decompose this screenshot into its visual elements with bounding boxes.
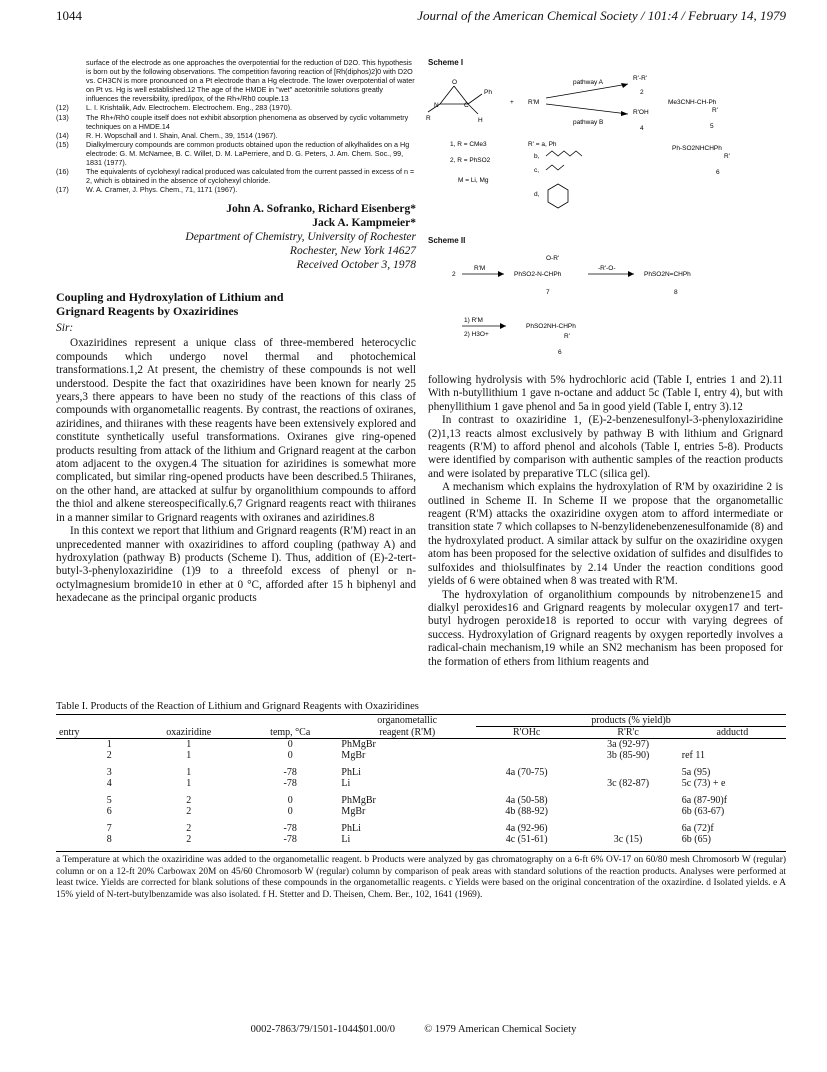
legend-m: M = Li, Mg bbox=[458, 177, 489, 184]
pathway-a-label: pathway A bbox=[573, 79, 603, 86]
legend-c: c, bbox=[534, 167, 540, 174]
header-reagent: reagent (R'M) bbox=[379, 726, 436, 738]
affiliation bbox=[56, 230, 416, 272]
footer-code: 0002-7863/79/1501-1044$01.00/0 bbox=[250, 1024, 396, 1035]
header-roh: R'OHc bbox=[513, 727, 541, 738]
compound-number: 2 bbox=[452, 271, 456, 278]
cell-entry: 1 bbox=[106, 739, 112, 750]
cell-entry: 3 bbox=[106, 767, 112, 778]
footnote-number: (14) bbox=[56, 130, 69, 140]
compound-number: 5 bbox=[710, 123, 714, 130]
compound-number: 8 bbox=[674, 289, 678, 296]
cell-roh: 4b (88-92) bbox=[505, 806, 548, 817]
cell-adduct: ref 11 bbox=[681, 750, 705, 761]
product-5: Me3CNH-CH-Ph bbox=[668, 99, 717, 106]
cell-temp: 0 bbox=[287, 795, 293, 806]
cell-reagent: MgBr bbox=[341, 750, 366, 761]
page-footer bbox=[0, 1024, 827, 1035]
cell-temp: -78 bbox=[283, 823, 297, 834]
arrow-a bbox=[546, 84, 628, 98]
arrow-a-head bbox=[621, 83, 628, 88]
bond bbox=[468, 94, 482, 104]
cell-roh: 4a (50-58) bbox=[505, 795, 548, 806]
product-rr: R'-R' bbox=[633, 75, 648, 82]
arrow-head bbox=[500, 323, 506, 329]
footnote-number: (15) bbox=[56, 139, 69, 149]
footnote bbox=[56, 167, 416, 185]
table-row bbox=[56, 820, 786, 834]
legend-b: b, bbox=[534, 153, 540, 160]
authors bbox=[56, 202, 416, 230]
atom-n: N bbox=[434, 102, 439, 109]
paragraph: In contrast to oxaziridine 1, (E)-2-benzenesulfonyl-3-phenyloxaziridine (2)1,13 reacts almost exclusively by pathway B with lithium and Grignard reagents (R'M) to afford phenol and alcohols (Table I, entries 5-8). Products were identified by comparison with authentic samples of the reaction products and were isolated by preparative TLC (silica gel). bbox=[428, 414, 783, 480]
cell-ox: 1 bbox=[186, 750, 192, 761]
footnote-text: Dialkylmercury compounds are common products obtained upon the reduction of alkylhalides on a Hg electrode: G. M. McNamee, B. C. Willet, D. M. LaPerriere, and D. G. Peters, J. Am. Chem. Soc., 99, 1831 (1977). bbox=[86, 139, 410, 168]
butyl-zigzag bbox=[546, 165, 564, 170]
cell-roh bbox=[476, 778, 577, 792]
atom-o: O bbox=[452, 79, 458, 86]
product-5-r: R' bbox=[712, 107, 718, 114]
cell-rr bbox=[577, 764, 678, 778]
footnote-text: The equivalents of cyclohexyl radical produced was calculated from the current passed in excess of n = 2, which is obtained in the absence of cyclohexyl chloride. bbox=[86, 167, 415, 186]
arrow-head bbox=[498, 271, 504, 277]
cell-reagent: PhMgBr bbox=[341, 739, 376, 750]
product-roh: R'OH bbox=[633, 109, 649, 116]
cell-adduct: 5c (73) + e bbox=[681, 778, 726, 789]
cell-adduct: 6a (87-90)f bbox=[681, 795, 728, 806]
journal-running-head: Journal of the American Chemical Society / 101:4 / February 14, 1979 bbox=[417, 8, 786, 23]
table-row bbox=[56, 750, 786, 764]
paragraph: Oxaziridines represent a unique class of three-membered heterocyclic compounds which undergo novel thermal and photochemical transformations.1,2 At present, the chemistry of these compounds is not well understood. Despite the fact that oxaziridines have been known for nearly 25 years,3 there appears to have been no study of the reactions of this class of compounds with organometallic reagents. By contrast, the reactions of oxiranes, aziridines, and thiiranes with these reagents have been extensively explored and constitute synthetically useful transformations. Oxiranes give ring-opened products resulting from attack of the lithium and Grignard reagent at the carbon atom adjacent to the oxygen.4 The situation for aziridines is somewhat more complicated, but similar ring-opened products have been described.5 Thiiranes, on the other hand, are attacked at sulfur by organolithium compounds to afford the thiol and alkene stereospecifically.6,7 Grignard reagents react with thiiranes in a manner similar to Grignard reagents with oxiranes and aziridines.8 bbox=[56, 337, 416, 524]
cell-rr: 3c (82-87) bbox=[607, 778, 650, 789]
footnote-text: R. H. Wopschall and I. Shain, Anal. Chem., 39, 1514 (1967). bbox=[86, 130, 278, 140]
footnote-text: L. I. Krishtalik, Adv. Electrochem. Electrochem. Eng., 283 (1970). bbox=[86, 103, 293, 113]
author-line: Jack A. Kampmeier* bbox=[312, 217, 416, 230]
continued-footnote-text: surface of the electrode as one approaches the overpotential for the reduction of D2O. This hypothesis is born out by the following observations. The competition favoring reaction of [Rh(diphos)2]0 with D2O vs. CH3CN is more pronounced on a Pt electrode than a Hg electrode. The lower overpotential of water on Pt vs. Hg is well established.12 The age of the HMDE in "wet" acetonitrile solutions greatly influences the reversibility, ipred/ipox, of the Rh+/Rh0 couple.13 bbox=[86, 58, 415, 104]
cell-adduct: 6a (72)f bbox=[681, 823, 714, 834]
cell-adduct: 6b (65) bbox=[681, 834, 711, 845]
compound-number: 4 bbox=[640, 125, 644, 132]
arrow-head bbox=[628, 271, 634, 277]
cell-entry: 6 bbox=[106, 806, 112, 817]
cell-rr: 3b (85-90) bbox=[606, 750, 650, 761]
legend-1: 1, R = CMe3 bbox=[450, 141, 487, 148]
product-6: PhSO2NH-CHPh bbox=[526, 323, 576, 330]
paragraph: In this context we report that lithium and Grignard reagents (R'M) react in an unprecedented manner with oxaziridines to afford coupling (pathway A) and hydroxylation (pathway B) products (Scheme I). Thus, addition of (E)-2-tert-butyl-3-phenyloxaziridine (1)9 to a threefold excess of phenyl or n-octylmagnesium bromide10 in ether at 0 °C, afforded after 15 h biphenyl and hexadecane as the principal organic products bbox=[56, 525, 416, 605]
octyl-zigzag bbox=[546, 151, 582, 156]
salutation: Sir: bbox=[56, 322, 74, 335]
cell-entry: 2 bbox=[106, 750, 112, 761]
cell-rr: 3c (15) bbox=[613, 834, 643, 845]
footnote-number: (16) bbox=[56, 167, 69, 177]
cell-temp: 0 bbox=[287, 806, 293, 817]
received-date: Received October 3, 1978 bbox=[296, 259, 416, 272]
footnote bbox=[56, 131, 416, 140]
label-ph: Ph bbox=[484, 89, 492, 96]
footer-copyright: © 1979 American Chemical Society bbox=[424, 1024, 577, 1035]
step-2: 2) H3O+ bbox=[464, 331, 489, 338]
ring-bond bbox=[440, 86, 454, 104]
cell-ox: 2 bbox=[186, 806, 192, 817]
product-6-r: R' bbox=[564, 333, 570, 340]
footnote bbox=[56, 103, 416, 112]
compound-number: 6 bbox=[558, 349, 562, 356]
table-notes: a Temperature at which the oxaziridine was added to the organometallic reagent. b Products were analyzed by gas chromatography on a 6-ft 6% OV-17 on 60/80 mesh Chromosorb W (regular) column or on a 12-ft 20% Carbowax 20M on 45/60 Chromosorb W (regular) column by comparison of peak areas with standard solutions of the reaction products. Analyses were performed at least twice. Yields are corrected for blank solutions of these compounds in the organometallic reagents. c Yields were based on the original concentration of the oxazirdine. d Isolated yields. e A 15% yield of N-tert-butylbenzamide was also isolated. f H. Stetter and D. Theisen, Chem. Ber., 102, 1641 (1969). bbox=[56, 851, 786, 901]
cell-adduct: 5a (95) bbox=[681, 767, 711, 778]
scheme-1-label: Scheme I bbox=[428, 58, 464, 67]
cell-entry: 7 bbox=[106, 823, 112, 834]
header-temp: temp, °Ca bbox=[270, 726, 311, 738]
cell-temp: 0 bbox=[287, 739, 293, 750]
author-line: John A. Sofranko, Richard Eisenberg* bbox=[226, 203, 416, 216]
cell-rr bbox=[577, 806, 678, 820]
plus-sign: + bbox=[510, 99, 514, 106]
cell-ox: 2 bbox=[186, 834, 192, 845]
label-r: R bbox=[426, 115, 431, 122]
cell-reagent: Li bbox=[341, 834, 351, 845]
cell-ox: 1 bbox=[186, 767, 192, 778]
loss-label: -R'-O- bbox=[598, 265, 616, 272]
cell-roh: 4a (70-75) bbox=[505, 767, 548, 778]
intermediate: PhSO2-N-CHPh bbox=[514, 271, 562, 278]
cell-reagent: PhMgBr bbox=[341, 795, 376, 806]
header-adduct: adductd bbox=[716, 727, 749, 738]
affiliation-line: Rochester, New York 14627 bbox=[289, 245, 416, 258]
footnote-text: The Rh+/Rh0 couple itself does not exhibit absorption phenomena as observed by cyclic voltammetry techniques on a HMDE.14 bbox=[86, 112, 409, 131]
cell-entry: 5 bbox=[106, 795, 112, 806]
table-row bbox=[56, 806, 786, 820]
cell-entry: 8 bbox=[106, 834, 112, 845]
cell-reagent: PhLi bbox=[341, 823, 361, 834]
reagent-rm: R'M bbox=[474, 265, 486, 272]
footnote-number: (13) bbox=[56, 112, 69, 122]
paragraph: A mechanism which explains the hydroxylation of R'M by oxaziridine 2 is outlined in Scheme II. In Scheme II we propose that the organometallic reagent (R'M) attacks the oxaziridine oxygen atom to afford intermediate or transition state 7 which collapses to N-benzylidenebenzenesulfonamide (8) and the hydroxylated product. A similar attack by sulfur on the oxaziridine oxygen atom has been proposed for the selective oxidation of sulfides and disulfides to sulfoxides and thiolsulfinates by 2.14 Under the reaction conditions good yields of 6 were obtained when 8 was treated with R'M. bbox=[428, 481, 783, 588]
bond bbox=[468, 104, 478, 114]
cell-entry: 4 bbox=[106, 778, 112, 789]
arrow-b bbox=[546, 104, 628, 114]
compound-number: 6 bbox=[716, 169, 720, 176]
cell-ox: 1 bbox=[186, 739, 192, 750]
table-row bbox=[56, 778, 786, 792]
footnote bbox=[56, 140, 416, 167]
cell-roh bbox=[476, 750, 577, 764]
product-8: PhSO2N=CHPh bbox=[644, 271, 691, 278]
table-caption: Table I. Products of the Reaction of Lithium and Grignard Reagents with Oxaziridines bbox=[56, 701, 419, 712]
table-row bbox=[56, 792, 786, 806]
article-title: Coupling and Hydroxylation of Lithium and Grignard Reagents by Oxaziridines bbox=[56, 290, 284, 319]
page-number: 1044 bbox=[56, 8, 82, 23]
cell-roh: 4a (92-96) bbox=[505, 823, 548, 834]
cell-reagent: Li bbox=[341, 778, 351, 789]
reagent-rm: R'M bbox=[528, 99, 540, 106]
cell-roh: 4c (51-61) bbox=[505, 834, 548, 845]
footnote bbox=[56, 113, 416, 131]
compound-number: 7 bbox=[546, 289, 550, 296]
legend-a: R' = a, Ph bbox=[528, 141, 557, 148]
scheme-2 bbox=[428, 236, 783, 374]
header-products: products (% yield)b bbox=[476, 715, 786, 727]
cell-reagent: MgBr bbox=[341, 806, 366, 817]
pathway-b-label: pathway B bbox=[573, 119, 604, 126]
scheme-2-label: Scheme II bbox=[428, 236, 466, 245]
cell-ox: 2 bbox=[186, 823, 192, 834]
left-body bbox=[56, 337, 416, 605]
compound-number: 2 bbox=[640, 89, 644, 96]
header-entry: entry bbox=[59, 726, 80, 738]
cell-roh bbox=[476, 739, 577, 751]
footnote-number: (12) bbox=[56, 103, 69, 113]
paragraph: The hydroxylation of organolithium compounds by nitrobenzene15 and dialkyl peroxides16 and Grignard reagents by molecular oxygen17 and tert-butyl hydrogen peroxide18 is reported to occur with varying degrees of success. Hydroxylation of Grignard reagents by oxygen reportedly involves a radical-chain mechanism,19 while an SN2 mechanism has been proposed for the formation of ethers from lithium reagents and bbox=[428, 588, 783, 668]
footnote-text: W. A. Cramer, J. Phys. Chem., 71, 1171 (1967). bbox=[86, 185, 238, 195]
table-row bbox=[56, 764, 786, 778]
scheme-2-drawing bbox=[428, 246, 783, 376]
right-body bbox=[428, 374, 783, 669]
cell-temp: -78 bbox=[283, 778, 297, 789]
footnotes-block bbox=[56, 58, 416, 194]
label-h: H bbox=[478, 117, 483, 124]
cell-temp: -78 bbox=[283, 767, 297, 778]
footnote-number: (17) bbox=[56, 185, 69, 195]
table-body bbox=[56, 739, 786, 846]
right-column bbox=[428, 58, 783, 669]
cell-adduct: 6b (63-67) bbox=[681, 806, 725, 817]
cell-rr: 3a (92-97) bbox=[607, 739, 650, 750]
header-oxaziridine: oxaziridine bbox=[166, 726, 212, 738]
atom-c: C bbox=[464, 102, 469, 109]
product-6-r: R' bbox=[724, 153, 730, 160]
paragraph: following hydrolysis with 5% hydrochloric acid (Table I, entries 1 and 2).11 With n-butyllithium 1 gave n-octane and adduct 5c (Table I, entry 4), but with phenyllithium 1 gave phenol and 5a in good yield (Table I, entry 3).12 bbox=[428, 374, 783, 413]
header-reagent-top: organometallic bbox=[377, 715, 438, 727]
table-row bbox=[56, 834, 786, 845]
footnote-list bbox=[56, 103, 416, 194]
intermediate-top: O-R' bbox=[546, 255, 560, 262]
cyclohexyl-ring bbox=[548, 184, 568, 208]
footnote bbox=[56, 185, 416, 194]
cell-reagent: PhLi bbox=[341, 767, 361, 778]
cell-temp: -78 bbox=[283, 834, 297, 845]
cell-rr bbox=[577, 820, 678, 834]
scheme-1 bbox=[428, 58, 783, 236]
legend-2: 2, R = PhSO2 bbox=[450, 157, 491, 164]
cell-rr bbox=[577, 792, 678, 806]
cell-ox: 2 bbox=[186, 795, 192, 806]
affiliation-line: Department of Chemistry, University of Rochester bbox=[185, 231, 416, 244]
left-column bbox=[56, 58, 416, 606]
data-table bbox=[56, 714, 786, 845]
cell-temp: 0 bbox=[287, 750, 293, 761]
table-row bbox=[56, 739, 786, 751]
step-1: 1) R'M bbox=[464, 317, 483, 324]
legend-d: d, bbox=[534, 191, 540, 198]
table-1 bbox=[56, 701, 786, 901]
header-rr: R'R'c bbox=[617, 727, 639, 738]
product-6: Ph-SO2NHCHPh bbox=[672, 145, 722, 152]
cell-adduct bbox=[679, 739, 786, 751]
cell-ox: 1 bbox=[186, 778, 192, 789]
scheme-1-drawing bbox=[428, 66, 783, 236]
